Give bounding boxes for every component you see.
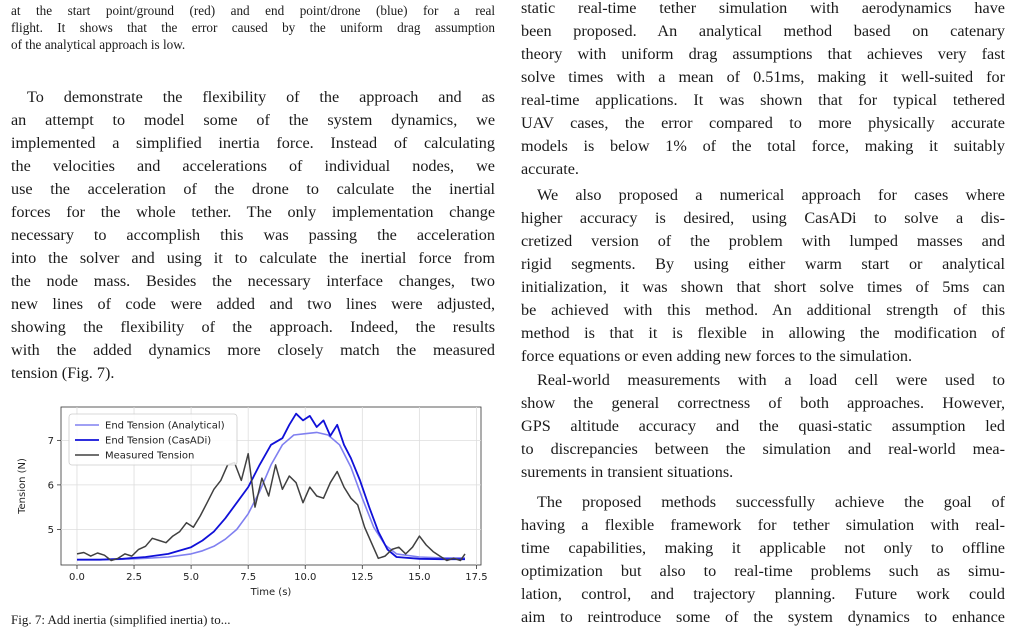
x-tick-label: 7.5 bbox=[240, 572, 257, 583]
paragraph-line: We also proposed a numerical approach for cases where bbox=[537, 186, 1005, 204]
caption-line: at the start point/ground (red) and end point/drone (blue) for a real bbox=[11, 3, 495, 18]
paragraph-line: method is that it is flexible in allowing the modification of bbox=[521, 324, 1005, 342]
paragraph-line: with the added dynamics more closely match the measured bbox=[11, 341, 495, 359]
paragraph-line: show the general correctness of both approaches. However, bbox=[521, 394, 1005, 412]
x-tick-label: 17.5 bbox=[465, 572, 488, 583]
paragraph-line: models is below 1% of the total force, making it suitably bbox=[521, 137, 1005, 155]
paragraph-line: rigid segments. By using either warm start or analytical bbox=[521, 255, 1005, 273]
paragraph-line: having a flexible framework for tether simulation with real- bbox=[521, 516, 1005, 534]
paragraph-line: Real-world measurements with a load cell were used to bbox=[537, 371, 1005, 389]
conclusion-paragraph-2 bbox=[521, 184, 1005, 368]
paragraph-line: initialization, it was shown that short solve times of 5ms can bbox=[521, 278, 1005, 296]
paragraph-line: necessary to accomplish this was passing the acceleration bbox=[11, 226, 495, 244]
paragraph-line: the node mass. Besides the necessary interface changes, two bbox=[11, 272, 495, 290]
paragraph-line: To demonstrate the flexibility of the approach and as bbox=[27, 88, 495, 106]
chart-legend bbox=[69, 414, 237, 465]
paragraph-line: implemented a simplified inertia force. Instead of calculating bbox=[11, 134, 495, 152]
paragraph-line: higher accuracy is desired, using CasADi to solve a dis- bbox=[521, 209, 1005, 227]
paragraph-line: time capabilities, making it applicable not only to offline bbox=[521, 539, 1005, 557]
x-tick-label: 10.0 bbox=[294, 572, 317, 583]
x-tick-label: 15.0 bbox=[408, 572, 431, 583]
figure-7-caption-fragment: Fig. 7: Add inertia (simplified inertia) to... bbox=[11, 612, 231, 627]
body-paragraph-inertia bbox=[11, 86, 495, 385]
paragraph-line: aim to reintroduce some of the system dynamics to enhance bbox=[521, 608, 1005, 626]
x-tick-label: 0.0 bbox=[69, 572, 85, 583]
x-tick-label: 5.0 bbox=[183, 572, 200, 583]
paragraph-line: been proposed. An analytical method based on catenary bbox=[521, 22, 1005, 40]
y-axis-label: Tension (N) bbox=[17, 458, 28, 514]
paragraph-line: surements in transient situations. bbox=[521, 463, 734, 481]
paragraph-line: accurate. bbox=[521, 160, 579, 178]
figure-caption-continued bbox=[11, 2, 495, 53]
paragraph-line: solve times with a mean of 0.51ms, making it well-suited for bbox=[521, 68, 1005, 86]
paragraph-line: into the solver and using it to calculate the inertial force from bbox=[11, 249, 495, 267]
conclusion-paragraph-1 bbox=[521, 0, 1005, 181]
paragraph-line: an attempt to model some of the system dynamics, we bbox=[11, 111, 495, 129]
paragraph-line: real-time applications. It was shown that for typical tethered bbox=[521, 91, 1005, 109]
tension-chart bbox=[9, 405, 489, 603]
paragraph-line: force equations or even adding new forces to the simulation. bbox=[521, 347, 913, 365]
caption-line: of the analytical approach is low. bbox=[11, 37, 186, 52]
y-tick-label: 6 bbox=[47, 480, 54, 492]
paragraph-line: lation, control, and trajectory planning. Future work could bbox=[521, 585, 1005, 603]
paragraph-line: theory with uniform drag assumptions that achieves very fast bbox=[521, 45, 1005, 63]
conclusion-paragraph-3 bbox=[521, 369, 1005, 484]
x-axis-label: Time (s) bbox=[250, 587, 292, 598]
paragraph-line: GPS altitude accuracy and the quasi-static assumption led bbox=[521, 417, 1005, 435]
paragraph-line: static real-time tether simulation with aerodynamics have bbox=[521, 0, 1005, 17]
y-tick-label: 7 bbox=[47, 435, 54, 447]
paragraph-line: forces for the whole tether. The only implementation change bbox=[11, 203, 495, 221]
paragraph-line: the velocities and accelerations of individual nodes, we bbox=[11, 157, 495, 175]
paragraph-line: tension (Fig. 7). bbox=[11, 364, 115, 382]
paragraph-line: use the acceleration of the drone to calculate the inertial bbox=[11, 180, 495, 198]
paragraph-line: cretized version of the problem with lumped masses and bbox=[521, 232, 1005, 250]
y-tick-label: 5 bbox=[47, 524, 54, 536]
paragraph-line: showing the flexibility of the approach. Indeed, the results bbox=[11, 318, 495, 336]
paragraph-line: The proposed methods successfully achieve the goal of bbox=[537, 493, 1005, 511]
paragraph-line: UAV cases, the error compared to more physically accurate bbox=[521, 114, 1005, 132]
legend-label: End Tension (CasADi) bbox=[105, 435, 212, 447]
x-tick-label: 2.5 bbox=[126, 572, 142, 583]
paragraph-line: optimization but also to real-time problems such as simu- bbox=[521, 562, 1005, 580]
legend-label: Measured Tension bbox=[105, 450, 195, 462]
legend-label: End Tension (Analytical) bbox=[105, 420, 225, 432]
x-tick-label: 12.5 bbox=[351, 572, 374, 583]
paragraph-line: new lines of code were added and two lines were adjusted, bbox=[11, 295, 495, 313]
paragraph-line: be achieved with this method. An additional strength of this bbox=[521, 301, 1005, 319]
paragraph-line: to discrepancies between the simulation and real-world mea- bbox=[521, 440, 1005, 458]
caption-line: flight. It shows that the error caused by the uniform drag assumption bbox=[11, 20, 495, 35]
conclusion-paragraph-4 bbox=[521, 491, 1005, 629]
